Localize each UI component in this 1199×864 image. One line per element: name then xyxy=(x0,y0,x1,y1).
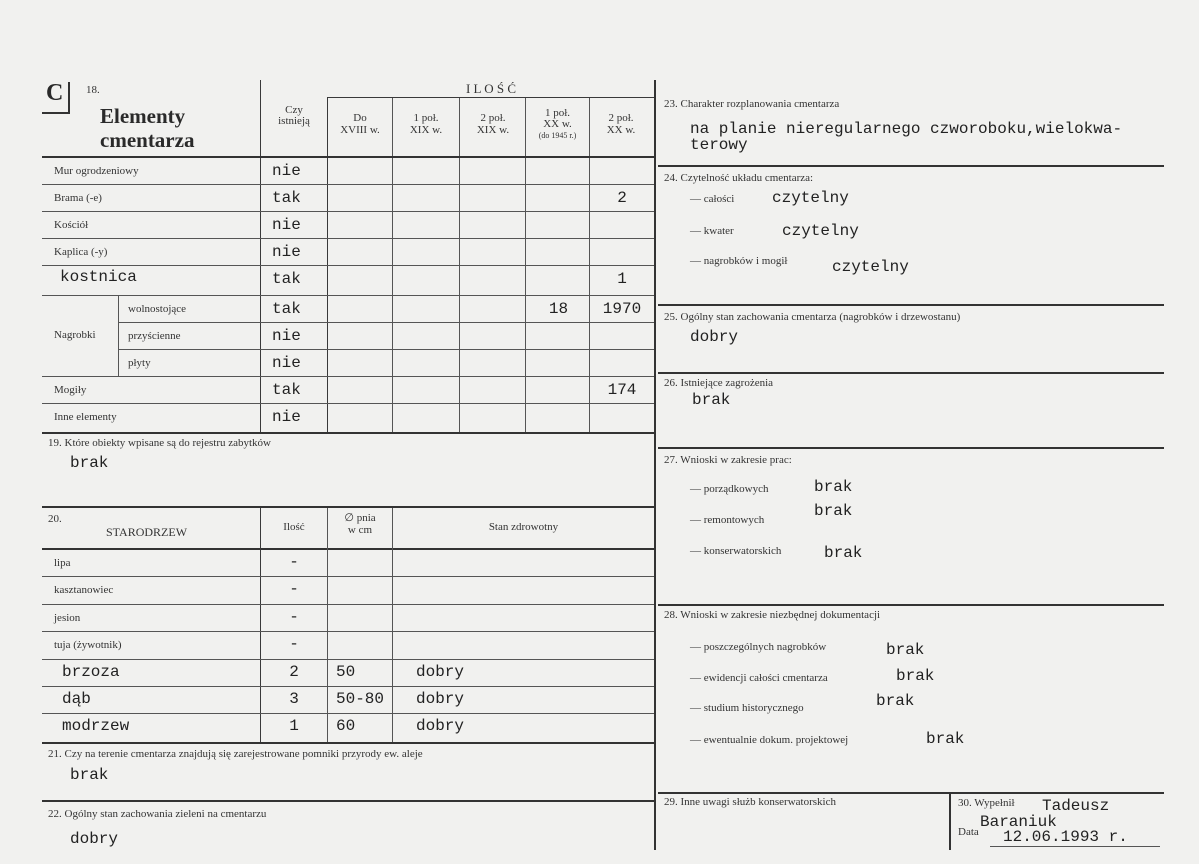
q24-item-3-answer: czytelny xyxy=(832,258,909,276)
period-2-l2: XIX w. xyxy=(409,124,443,136)
element-row-value: 174 xyxy=(607,381,637,399)
q20-col-health: Stan zdrowotny xyxy=(488,521,559,533)
tree-row-qty: 3 xyxy=(289,690,299,708)
grid-line xyxy=(118,349,654,350)
element-row-label: płyty xyxy=(128,357,151,369)
period-5 xyxy=(590,112,652,136)
period-3 xyxy=(460,112,526,136)
q28-item-1-answer: brak xyxy=(886,641,925,659)
grid-line xyxy=(42,506,654,508)
tree-row-qty: 2 xyxy=(289,663,299,681)
grid-line xyxy=(42,742,654,744)
grid-line xyxy=(42,659,654,660)
q27-item-3-answer: brak xyxy=(824,544,863,562)
q27-item-3-label: — konserwatorskich xyxy=(690,545,782,557)
q20-col-diam-l2: w cm xyxy=(347,524,373,536)
q27-item-1-answer: brak xyxy=(814,478,853,496)
q30-name-line1: Tadeusz xyxy=(1042,797,1110,815)
grid-line xyxy=(42,604,654,605)
grid-line xyxy=(118,296,119,376)
element-row-label: Mogiły xyxy=(54,384,87,396)
element-row-label: Brama (-e) xyxy=(54,192,102,204)
grid-line xyxy=(42,184,654,185)
tree-row-health: dobry xyxy=(416,717,465,735)
tree-row-diameter: 50 xyxy=(336,663,356,681)
q21-label: 21. Czy na terenie cmentarza znajdują się zarejestrowane pomniki przyrody ew. aleje xyxy=(48,748,423,760)
q24-item-3-label: — nagrobków i mogił xyxy=(690,255,788,267)
q19-label: 19. Które obiekty wpisane są do rejestru zabytków xyxy=(48,437,271,449)
period-4-l1: 1 poł. xyxy=(544,107,571,119)
q28-item-2-answer: brak xyxy=(896,667,935,685)
grid-line xyxy=(42,432,654,434)
section-letter: C xyxy=(46,80,64,106)
grid-line xyxy=(42,211,654,212)
q26-label: 26. Istniejące zagrożenia xyxy=(664,377,774,389)
tree-row-health: dobry xyxy=(416,690,465,708)
element-row-label: Mur ogrodzeniowy xyxy=(54,165,139,177)
element-row-label: Kościół xyxy=(54,219,89,231)
grid-line xyxy=(42,631,654,632)
grid-line xyxy=(42,376,654,377)
element-row-label: Kaplica (-y) xyxy=(54,246,108,258)
grid-line xyxy=(42,403,654,404)
q21-answer: brak xyxy=(70,766,109,784)
tree-row-qty: 1 xyxy=(289,717,299,735)
element-row-exists: nie xyxy=(272,327,301,345)
element-row-label: przyścienne xyxy=(128,330,181,342)
period-4 xyxy=(526,108,589,141)
period-1-l2: XVIII w. xyxy=(340,124,380,136)
section-title-line1: Elementy xyxy=(100,104,186,128)
q30-label: 30. Wypełnił xyxy=(958,797,1015,809)
grid-line xyxy=(42,156,654,158)
q22-answer: dobry xyxy=(70,830,119,848)
col-exists-line1: Czy xyxy=(285,104,303,116)
tree-row-qty: - xyxy=(289,635,299,653)
tree-row-species: kasztanowiec xyxy=(54,584,114,596)
period-5-l2: XX w. xyxy=(606,124,636,136)
grid-line xyxy=(658,304,1164,306)
element-row-exists: nie xyxy=(272,162,301,180)
grid-line xyxy=(392,508,393,742)
period-4-l2: XX w. xyxy=(543,118,572,130)
q24-label: 24. Czytelność układu cmentarza: xyxy=(664,172,814,184)
q19-answer: brak xyxy=(70,454,109,472)
period-3-l1: 2 poł. xyxy=(480,112,506,124)
element-row-value: 1970 xyxy=(602,300,642,318)
q22-label: 22. Ogólny stan zachowania zieleni na cmentarzu xyxy=(48,808,267,820)
element-row-label: Inne elementy xyxy=(54,411,117,423)
q30-name-line2: Baraniuk xyxy=(980,813,1057,831)
q20-title: STARODRZEW xyxy=(106,525,188,539)
tree-row-species: dąb xyxy=(62,690,91,708)
grid-line xyxy=(327,508,328,742)
element-row-label: kostnica xyxy=(60,268,137,286)
q25-answer: dobry xyxy=(690,328,739,346)
tree-row-species: jesion xyxy=(54,612,81,624)
grid-line xyxy=(658,604,1164,606)
grid-line xyxy=(42,265,654,266)
q28-item-1-label: — poszczególnych nagrobków xyxy=(690,641,827,653)
element-row-label: wolnostojące xyxy=(128,303,187,315)
period-1-l1: Do xyxy=(353,112,367,124)
q23-answer-line2: terowy xyxy=(690,136,748,154)
grid-line xyxy=(658,372,1164,374)
q27-item-1-label: — porządkowych xyxy=(690,483,769,495)
tree-row-species: modrzew xyxy=(62,717,130,735)
q30-date: 12.06.1993 r. xyxy=(1003,828,1128,846)
element-row-exists: tak xyxy=(272,381,301,399)
nagrobki-label: Nagrobki xyxy=(54,329,96,341)
element-row-value: 2 xyxy=(617,189,627,207)
period-4-l3: (do 1945 r.) xyxy=(538,131,577,140)
element-row-exists: tak xyxy=(272,300,301,318)
period-2-l1: 1 poł. xyxy=(413,112,439,124)
element-row-exists: nie xyxy=(272,408,301,426)
q20-number: 20. xyxy=(48,513,62,525)
col-exists-line2: istnieją xyxy=(278,115,310,127)
tree-row-qty: - xyxy=(289,608,299,626)
q23-label: 23. Charakter rozplanowania cmentarza xyxy=(664,98,840,110)
q28-item-4-answer: brak xyxy=(926,730,965,748)
element-row-exists: tak xyxy=(272,189,301,207)
element-row-exists: tak xyxy=(272,270,301,288)
tree-row-species: brzoza xyxy=(62,663,120,681)
tree-row-qty: - xyxy=(289,580,299,598)
tree-row-diameter: 60 xyxy=(336,717,356,735)
element-row-exists: nie xyxy=(272,354,301,372)
q20-col-qty: Ilość xyxy=(283,521,305,533)
q27-label: 27. Wnioski w zakresie prac: xyxy=(664,454,792,466)
tree-row-diameter: 50-80 xyxy=(336,690,385,708)
grid-line xyxy=(42,686,654,687)
q24-item-2-answer: czytelny xyxy=(782,222,859,240)
grid-line xyxy=(658,792,1164,794)
ilosc-header: I L O Ś Ć xyxy=(465,81,517,96)
q27-item-2-label: — remontowych xyxy=(690,514,765,526)
grid-line xyxy=(260,80,261,432)
grid-line xyxy=(42,295,654,296)
q26-answer: brak xyxy=(692,391,731,409)
grid-line xyxy=(42,576,654,577)
q27-item-2-answer: brak xyxy=(814,502,853,520)
q24-item-2-label: — kwater xyxy=(690,225,734,237)
grid-line xyxy=(118,322,654,323)
q24-item-1-label: — całości xyxy=(690,193,735,205)
q30-date-label: Data xyxy=(958,826,979,838)
element-row-exists: nie xyxy=(272,243,301,261)
period-2 xyxy=(393,112,459,136)
q28-item-2-label: — ewidencji całości cmentarza xyxy=(690,672,828,684)
period-3-l2: XIX w. xyxy=(476,124,510,136)
grid-line xyxy=(42,800,654,802)
tree-row-species: lipa xyxy=(54,557,71,569)
period-5-l1: 2 poł. xyxy=(608,112,634,124)
grid-line xyxy=(327,97,654,98)
section-number: 18. xyxy=(86,84,100,96)
q20-col-diam-l1: ∅ pnia xyxy=(344,512,376,524)
grid-line xyxy=(949,794,951,850)
q28-item-3-label: — studium historycznego xyxy=(690,702,804,714)
q24-item-1-answer: czytelny xyxy=(772,189,849,207)
q28-item-4-label: — ewentualnie dokum. projektowej xyxy=(690,734,849,746)
section-title-line2: cmentarza xyxy=(100,128,195,152)
element-row-value: 1 xyxy=(617,270,627,288)
tree-row-health: dobry xyxy=(416,663,465,681)
grid-line xyxy=(42,238,654,239)
grid-line xyxy=(658,447,1164,449)
grid-line xyxy=(658,165,1164,167)
grid-line xyxy=(990,846,1160,847)
period-1 xyxy=(328,112,392,136)
q23-answer-line1: na planie nieregularnego czworoboku,wielokwa- xyxy=(690,120,1123,138)
q28-item-3-answer: brak xyxy=(876,692,915,710)
q28-label: 28. Wnioski w zakresie niezbędnej dokumentacji xyxy=(664,609,881,621)
grid-line xyxy=(260,508,261,742)
grid-line xyxy=(42,713,654,714)
q29-label: 29. Inne uwagi służb konserwatorskich xyxy=(664,796,836,808)
tree-row-qty: - xyxy=(289,553,299,571)
element-row-value: 18 xyxy=(548,300,569,318)
q20-col-diam xyxy=(328,512,392,536)
element-row-exists: nie xyxy=(272,216,301,234)
tree-row-species: tuja (żywotnik) xyxy=(54,639,122,651)
section-letter-box xyxy=(42,82,70,114)
q25-label: 25. Ogólny stan zachowania cmentarza (nagrobków i drzewostanu) xyxy=(664,311,961,323)
grid-line xyxy=(42,548,654,550)
center-divider xyxy=(654,80,656,850)
